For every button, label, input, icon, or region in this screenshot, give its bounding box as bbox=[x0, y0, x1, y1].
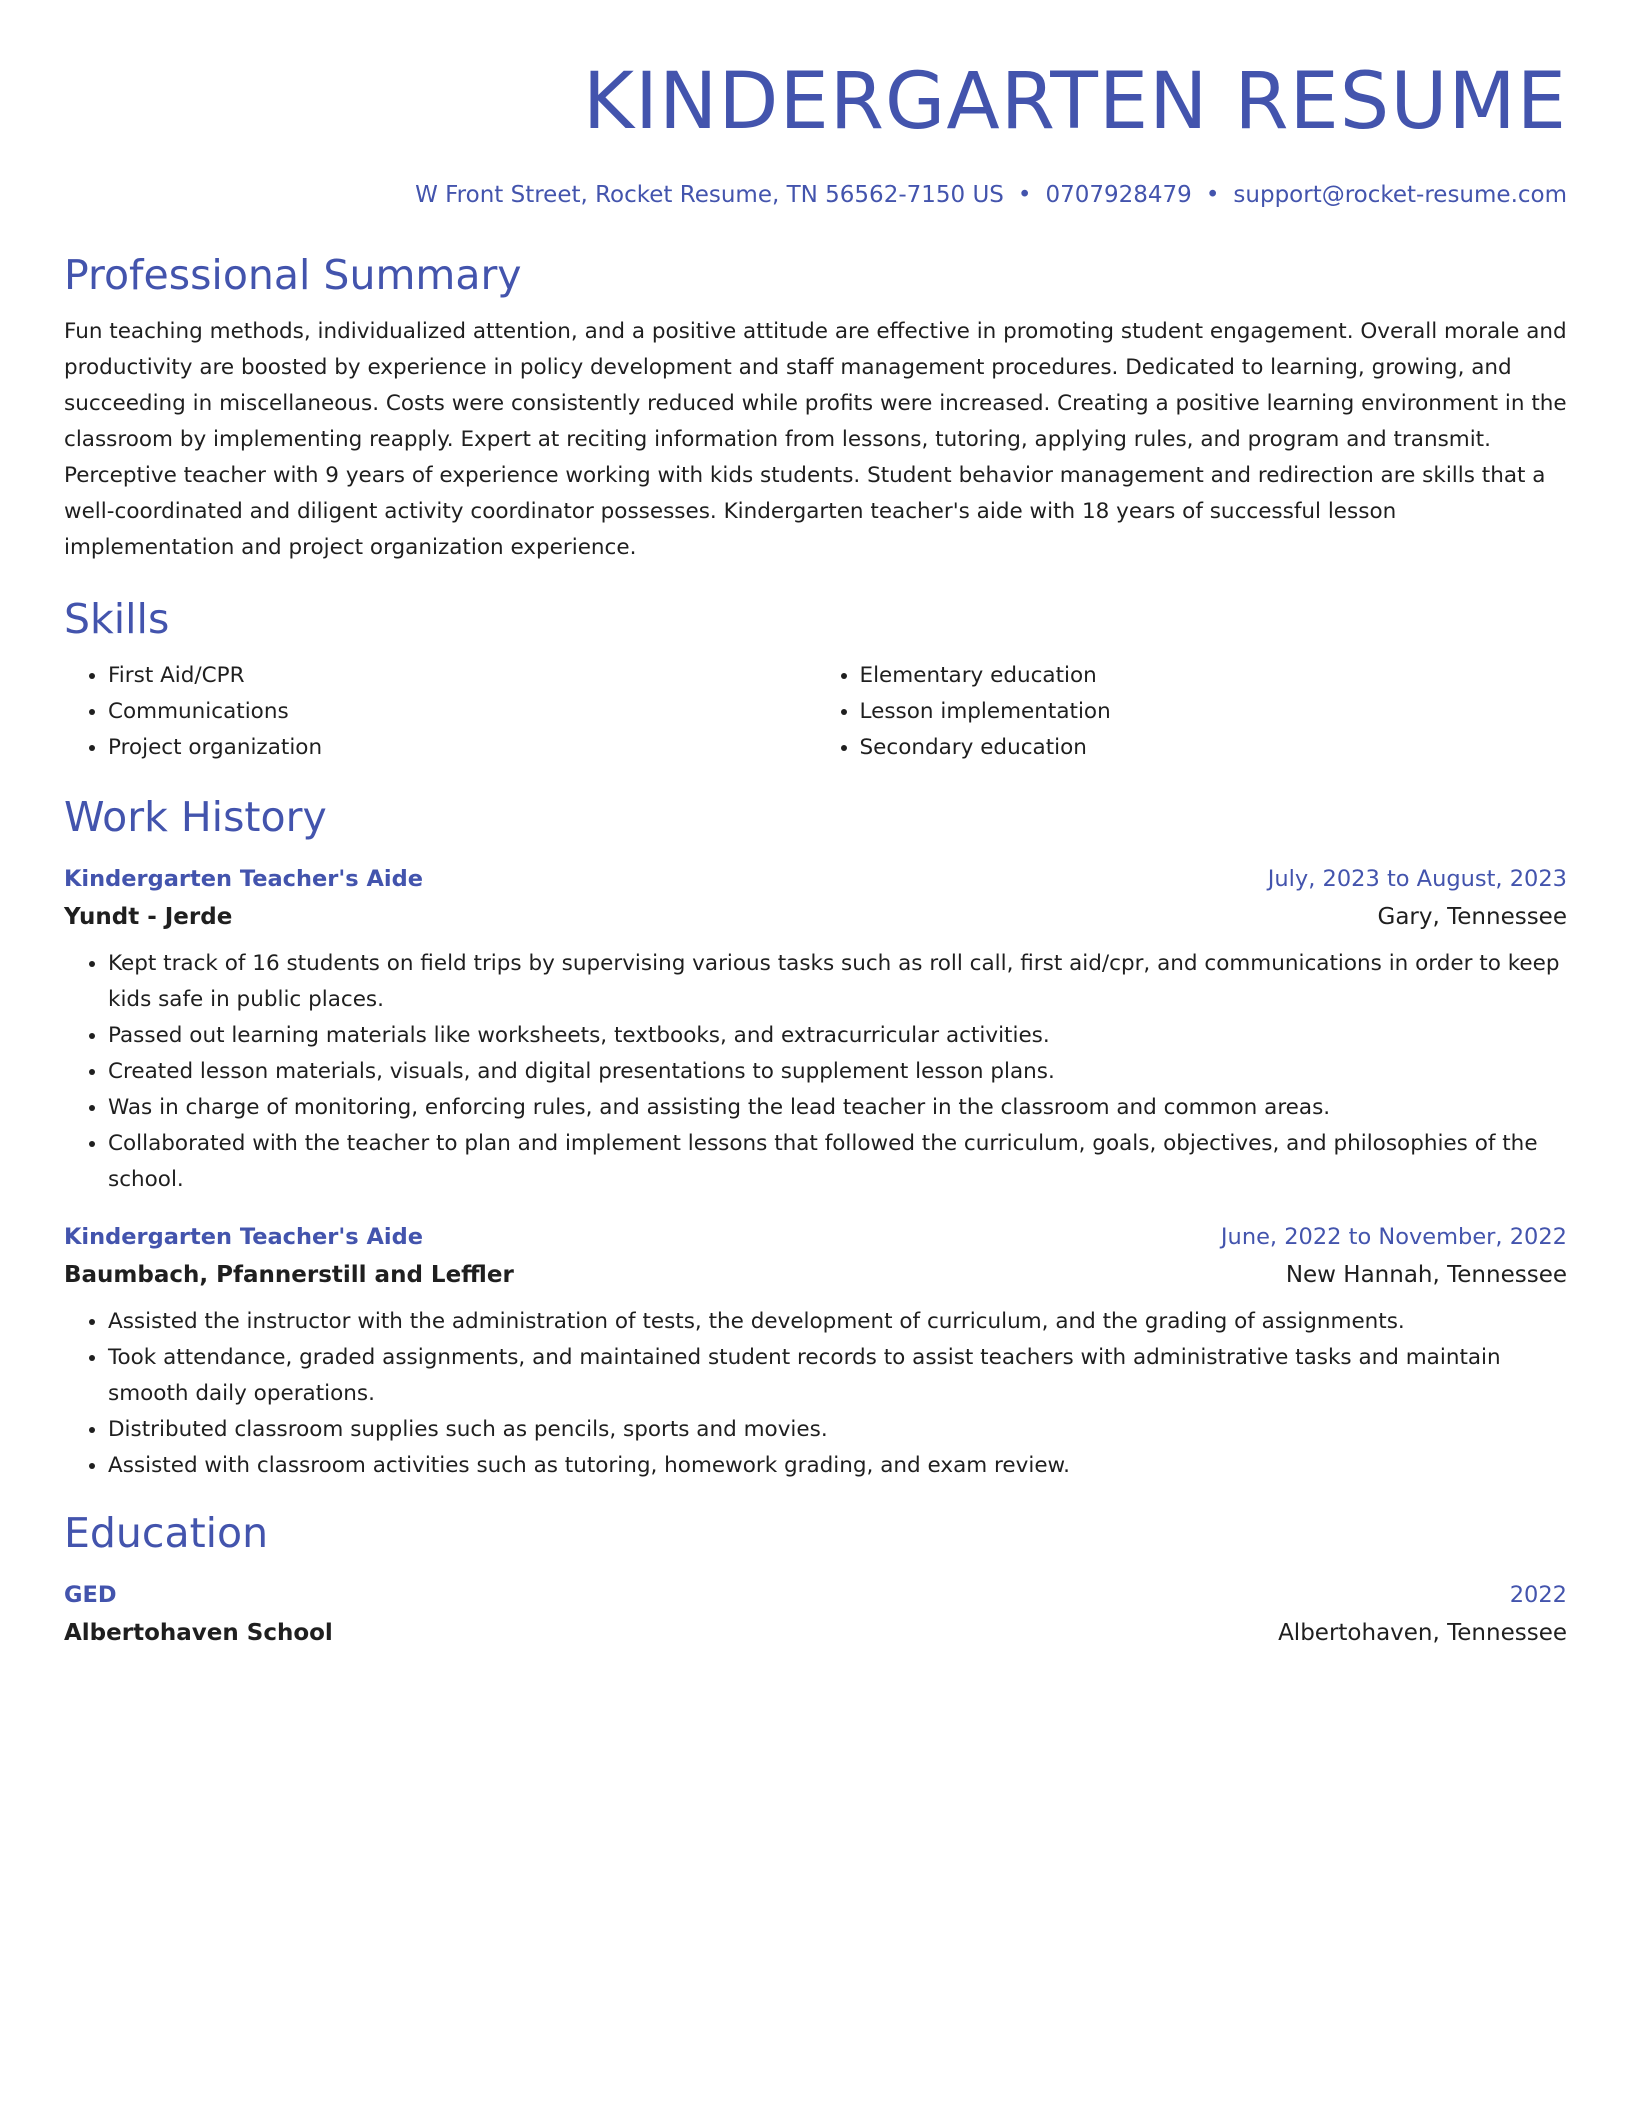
skills-list-right bbox=[816, 658, 1568, 766]
job-bullet: • Took attendance, graded assignments, and maintained student records to assist teachers with administrative tasks and maintain smooth daily operations. bbox=[108, 1340, 1567, 1412]
job-bullet: • Assisted with classroom activities such as tutoring, homework grading, and exam review. bbox=[108, 1448, 1567, 1484]
job-bullet: • Was in charge of monitoring, enforcing rules, and assisting the lead teacher in the classroom and common areas. bbox=[108, 1090, 1567, 1126]
job-location: New Hannah, Tennessee bbox=[1285, 1262, 1567, 1288]
resume-header bbox=[64, 58, 1567, 210]
education-header bbox=[64, 1580, 1567, 1610]
resume-page bbox=[64, 0, 1567, 1648]
job-subheader bbox=[64, 1260, 1567, 1290]
skill-item: • Communications bbox=[108, 694, 816, 730]
skill-item: • First Aid/CPR bbox=[108, 658, 816, 694]
job-bullet: • Created lesson materials, visuals, and digital presentations to supplement lesson plans. bbox=[108, 1054, 1567, 1090]
skill-item: • Lesson implementation bbox=[860, 694, 1568, 730]
education-subheader bbox=[64, 1618, 1567, 1648]
job-title: Kindergarten Teacher's Aide bbox=[64, 1224, 424, 1250]
education-school: Albertohaven School bbox=[64, 1620, 333, 1646]
education-heading: Education bbox=[64, 1509, 269, 1557]
job-bullet: • Distributed classroom supplies such as pencils, sports and movies. bbox=[108, 1412, 1567, 1448]
skills-list-left bbox=[64, 658, 816, 766]
job-bullets bbox=[64, 1304, 1567, 1484]
skills-heading: Skills bbox=[64, 595, 170, 643]
phone: 0707928479 bbox=[1045, 182, 1192, 208]
contact-line bbox=[64, 180, 1567, 210]
job-dates: July, 2023 to August, 2023 bbox=[1267, 866, 1567, 892]
skill-item: • Project organization bbox=[108, 730, 816, 766]
separator: • bbox=[1205, 182, 1220, 208]
job-dates: June, 2022 to November, 2022 bbox=[1220, 1224, 1567, 1250]
job-bullet: • Kept track of 16 students on field trips by supervising various tasks such as roll call, first aid/cpr, and communications in order to keep kids safe in public places. bbox=[108, 946, 1567, 1018]
job-entry bbox=[64, 1222, 1567, 1484]
skill-item: • Elementary education bbox=[860, 658, 1568, 694]
resume-name: KINDERGARTEN RESUME bbox=[582, 57, 1567, 147]
address: W Front Street, Rocket Resume, TN 56562-7150 US bbox=[415, 182, 1004, 208]
summary-heading: Professional Summary bbox=[64, 251, 522, 299]
summary-text: Fun teaching methods, individualized attention, and a positive attitude are effective in promoting student engagement. Overall morale and productivity are boosted by experience in policy development and staff management procedures. Dedicated to learning, growing, and succeeding in miscellaneous. Costs were consistently reduced while profits were increased. Creating a positive learning environment in the classroom by implementing reapply. Expert at reciting information from lessons, tutoring, applying rules, and program and transmit. Perceptive teacher with 9 years of experience working with kids students. Student behavior management and redirection are skills that a well-coordinated and diligent activity coordinator possesses. Kindergarten teacher's aide with 18 years of successful lesson implementation and project organization experience. bbox=[64, 319, 1567, 560]
work-history-heading: Work History bbox=[64, 793, 327, 841]
job-entry bbox=[64, 864, 1567, 1198]
job-bullet: • Assisted the instructor with the administration of tests, the development of curriculum, and the grading of assignments. bbox=[108, 1304, 1567, 1340]
education-year: 2022 bbox=[1509, 1582, 1567, 1608]
job-location: Gary, Tennessee bbox=[1377, 904, 1567, 930]
email: support@rocket-resume.com bbox=[1233, 182, 1567, 208]
job-bullet: • Collaborated with the teacher to plan and implement lessons that followed the curriculum, goals, objectives, and philosophies of the school. bbox=[108, 1126, 1567, 1198]
job-header bbox=[64, 1222, 1567, 1252]
job-bullets bbox=[64, 946, 1567, 1198]
job-title: Kindergarten Teacher's Aide bbox=[64, 866, 424, 892]
education-location: Albertohaven, Tennessee bbox=[1278, 1620, 1567, 1646]
job-header bbox=[64, 864, 1567, 894]
job-bullet: • Passed out learning materials like worksheets, textbooks, and extracurricular activities. bbox=[108, 1018, 1567, 1054]
skill-item: • Secondary education bbox=[860, 730, 1568, 766]
skills-grid bbox=[64, 658, 1567, 766]
separator: • bbox=[1017, 182, 1032, 208]
job-subheader bbox=[64, 902, 1567, 932]
job-company: Yundt - Jerde bbox=[64, 904, 233, 930]
job-company: Baumbach, Pfannerstill and Leffler bbox=[64, 1262, 514, 1288]
education-degree: GED bbox=[64, 1582, 117, 1608]
